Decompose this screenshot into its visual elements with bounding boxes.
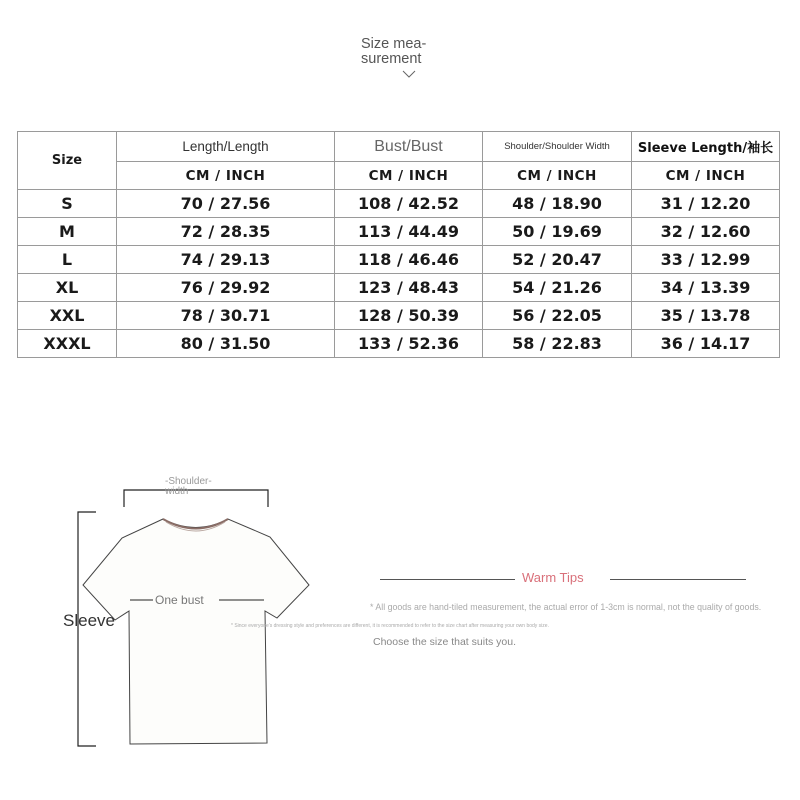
shoulder-cell: 52 / 20.47	[483, 246, 632, 274]
title-line-1: Size mea-	[361, 36, 427, 52]
bust-cell: 123 / 48.43	[335, 274, 483, 302]
size-cell: S	[18, 190, 117, 218]
size-cell: XXL	[18, 302, 117, 330]
sleeve-cell: 34 / 13.39	[632, 274, 780, 302]
unit-bust: CM / INCH	[335, 162, 483, 190]
tips-divider-right	[610, 579, 746, 580]
shoulder-cell: 56 / 22.05	[483, 302, 632, 330]
sleeve-cell: 32 / 12.60	[632, 218, 780, 246]
length-cell: 78 / 30.71	[117, 302, 335, 330]
page-title	[361, 37, 426, 67]
column-header-bust: Bust/Bust	[335, 132, 483, 162]
sleeve-label: Sleeve	[63, 611, 115, 630]
column-header-length: Length/Length	[117, 132, 335, 162]
bust-cell: 118 / 46.46	[335, 246, 483, 274]
chevron-down-icon	[402, 70, 416, 78]
table-unit-row	[18, 162, 780, 190]
length-cell: 80 / 31.50	[117, 330, 335, 358]
unit-sleeve: CM / INCH	[632, 162, 780, 190]
bust-cell: 113 / 44.49	[335, 218, 483, 246]
size-header: Size	[18, 132, 117, 190]
unit-length: CM / INCH	[117, 162, 335, 190]
unit-shoulder: CM / INCH	[483, 162, 632, 190]
table-row	[18, 246, 780, 274]
table-row	[18, 274, 780, 302]
tip-dressing-style: * Since everyone's dressing style and preferences are different, it is recommended to refer to the size chart after measuring your own body size.	[231, 623, 549, 629]
sleeve-cell: 31 / 12.20	[632, 190, 780, 218]
bust-cell: 133 / 52.36	[335, 330, 483, 358]
column-header-sleeve: Sleeve Length/袖长	[632, 132, 780, 162]
length-cell: 72 / 28.35	[117, 218, 335, 246]
shoulder-cell: 54 / 21.26	[483, 274, 632, 302]
shoulder-cell: 48 / 18.90	[483, 190, 632, 218]
tip-measurement-error: * All goods are hand-tiled measurement, the actual error of 1-3cm is normal, not the quality of goods.	[370, 602, 762, 612]
shoulder-cell: 50 / 19.69	[483, 218, 632, 246]
sleeve-cell: 36 / 14.17	[632, 330, 780, 358]
size-chart-table	[17, 131, 780, 358]
bust-cell: 128 / 50.39	[335, 302, 483, 330]
tip-choose-size: Choose the size that suits you.	[373, 636, 516, 648]
warm-tips-title: Warm Tips	[522, 570, 584, 585]
bust-cell: 108 / 42.52	[335, 190, 483, 218]
column-header-shoulder: Shoulder/Shoulder Width	[483, 132, 632, 162]
table-row	[18, 302, 780, 330]
table-row	[18, 190, 780, 218]
table-row	[18, 218, 780, 246]
length-cell: 70 / 27.56	[117, 190, 335, 218]
tips-divider-left	[380, 579, 515, 580]
table-row	[18, 330, 780, 358]
size-cell: M	[18, 218, 117, 246]
length-cell: 76 / 29.92	[117, 274, 335, 302]
sleeve-cell: 35 / 13.78	[632, 302, 780, 330]
sleeve-cell: 33 / 12.99	[632, 246, 780, 274]
size-cell: XXXL	[18, 330, 117, 358]
title-line-2: surement	[361, 51, 422, 67]
size-cell: XL	[18, 274, 117, 302]
tshirt-diagram	[0, 440, 360, 780]
table-header-row	[18, 132, 780, 162]
shoulder-width-label: -Shoulder- width	[165, 476, 212, 497]
length-cell: 74 / 29.13	[117, 246, 335, 274]
size-cell: L	[18, 246, 117, 274]
bust-label: One bust	[155, 593, 204, 607]
shoulder-cell: 58 / 22.83	[483, 330, 632, 358]
